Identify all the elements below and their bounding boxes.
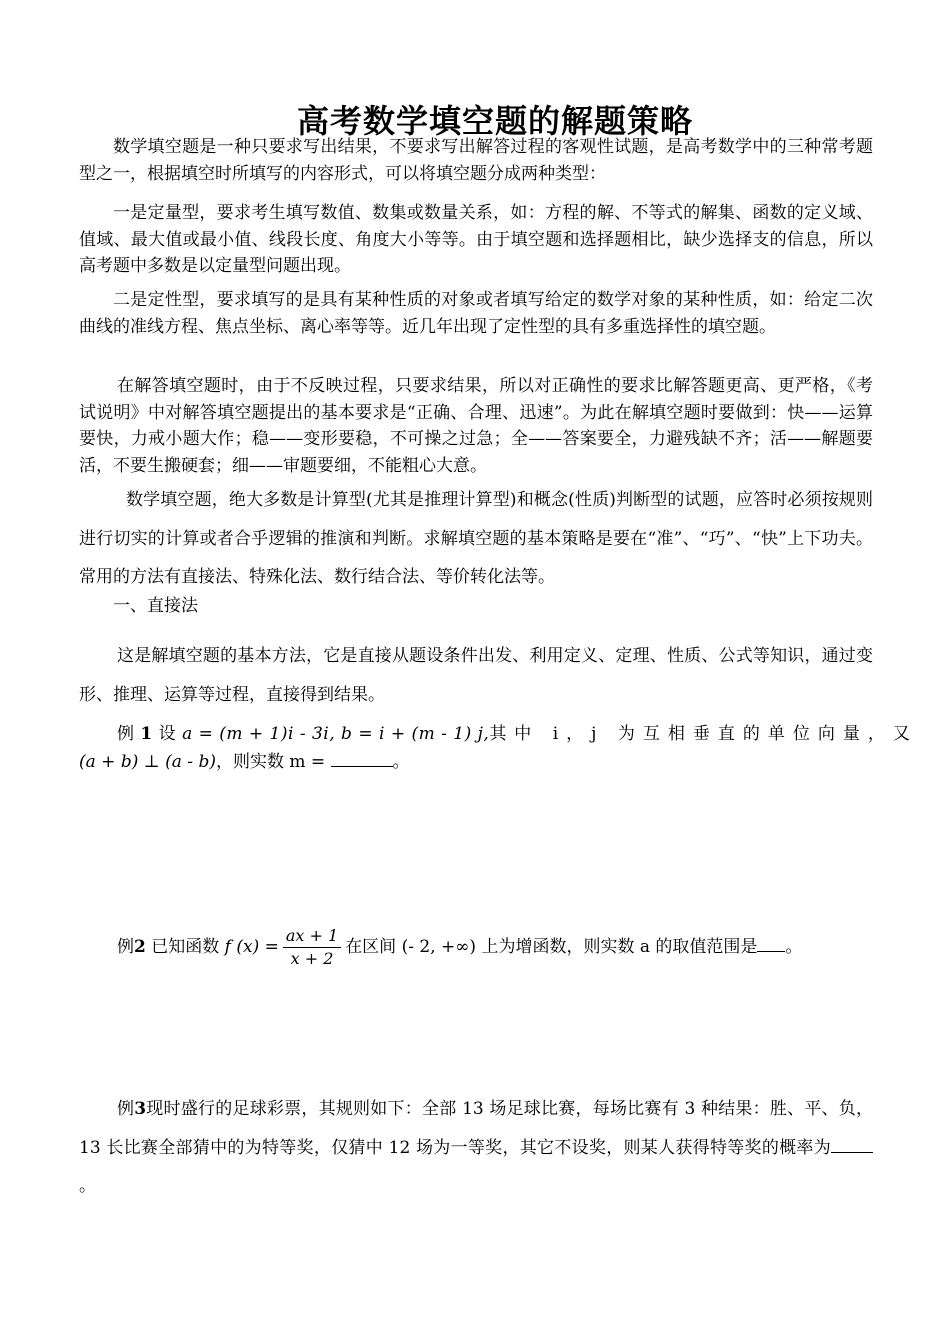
example-1-end: 。 — [392, 752, 410, 772]
example-1-mid: 其中 i，j 为互相垂直的单位向量，又 — [489, 724, 918, 744]
example-2-line — [79, 922, 873, 972]
intro-paragraph-3: 二是定性型，要求填写的是具有某种性质的对象或者填写给定的数学对象的某种性质，如：给定二次曲线的准线方程、焦点坐标、离心率等等。近几年出现了定性型的具有多重选择性的填空题。 — [79, 290, 873, 337]
intro-paragraph-5: 数学填空题，绝大多数是计算型(尤其是推理计算型)和概念(性质)判断型的试题，应答时必须按规则进行切实的计算或者合乎逻辑的推演和判断。求解填空题的基本策略是要在“准”、“巧”、“快”上下功夫。常用的方法有直接法、特殊化法、数行结合法、等价转化法等。 — [79, 490, 873, 587]
example-1-label: 例 — [117, 724, 135, 744]
document-title: 高考数学填空题的解题策略 — [296, 102, 693, 140]
example-2-end: 。 — [785, 937, 803, 957]
example-1-condition: (a + b) ⊥ (a - b) — [79, 752, 216, 772]
example-1-line-2 — [79, 749, 873, 775]
section-heading-direct-method: 一、直接法 — [113, 596, 198, 616]
intro-paragraph-2: 一是定量型，要求考生填写数值、数集或数量关系，如：方程的解、不等式的解集、函数的定义域、值域、最大值或最小值、线段长度、角度大小等等。由于填空题和选择题相比，缺少选择支的信息，所以高考题中多数是以定量型问题出现。 — [79, 203, 873, 276]
example-2-answer-blank[interactable] — [757, 951, 785, 952]
example-3-number: 3 — [134, 1099, 147, 1119]
example-2-interval: (- 2, +∞) — [401, 937, 477, 957]
example-3-answer-blank[interactable] — [831, 1152, 873, 1153]
example-2-numerator: ax + 1 — [283, 925, 341, 948]
example-1-pre: 设 — [158, 724, 177, 744]
example-1-line-1 — [79, 721, 918, 747]
section-description: 这是解填空题的基本方法，它是直接从题设条件出发、利用定义、定理、性质、公式等知识，通过变形、推理、运算等过程，直接得到结果。 — [79, 646, 873, 705]
example-2-label: 例 — [117, 937, 134, 957]
example-2-fraction — [283, 925, 341, 970]
example-2-pre: 已知函数 — [151, 937, 220, 957]
example-3-text: 现时盛行的足球彩票，其规则如下：全部 13 场足球比赛，每场比赛有 3 种结果：胜、平、负，13 长比赛全部猜中的为特等奖，仅猜中 12 场为一等奖，其它不设奖，则某人获得特等奖的概率为 — [79, 1099, 874, 1158]
example-3-end: 。 — [79, 1176, 96, 1196]
example-1-answer-blank[interactable] — [331, 766, 393, 767]
intro-paragraph-1: 数学填空题是一种只要求写出结果，不要求写出解答过程的客观性试题，是高考数学中的三种常考题型之一，根据填空时所填写的内容形式，可以将填空题分成两种类型： — [79, 137, 873, 184]
example-3-paragraph — [79, 1090, 873, 1206]
example-2-number: 2 — [134, 937, 146, 957]
example-2-tail: 上为增函数，则实数 a 的取值范围是 — [481, 937, 758, 957]
example-1-formula: a = (m + 1)i - 3i, b = i + (m - 1) j, — [182, 724, 490, 744]
example-1-tail: ，则实数 m = — [215, 752, 326, 772]
example-1-number: 1 — [140, 724, 153, 744]
example-2-mid: 在区间 — [345, 937, 397, 957]
example-3-label: 例 — [117, 1099, 135, 1119]
example-2-function: f (x) = — [224, 937, 279, 957]
intro-paragraph-4: 在解答填空题时，由于不反映过程，只要求结果，所以对正确性的要求比解答题更高、更严格，《考试说明》中对解答填空题提出的基本要求是“正确、合理、迅速”。为此在解填空题时要做到：快——运算要快，力戒小题大作；稳——变形要稳，不可操之过急；全——答案要全，力避残缺不齐；活——解题要活，不要生搬硬套；细——审题要细，不能粗心大意。 — [79, 376, 873, 476]
example-2-denominator: x + 2 — [290, 949, 334, 968]
